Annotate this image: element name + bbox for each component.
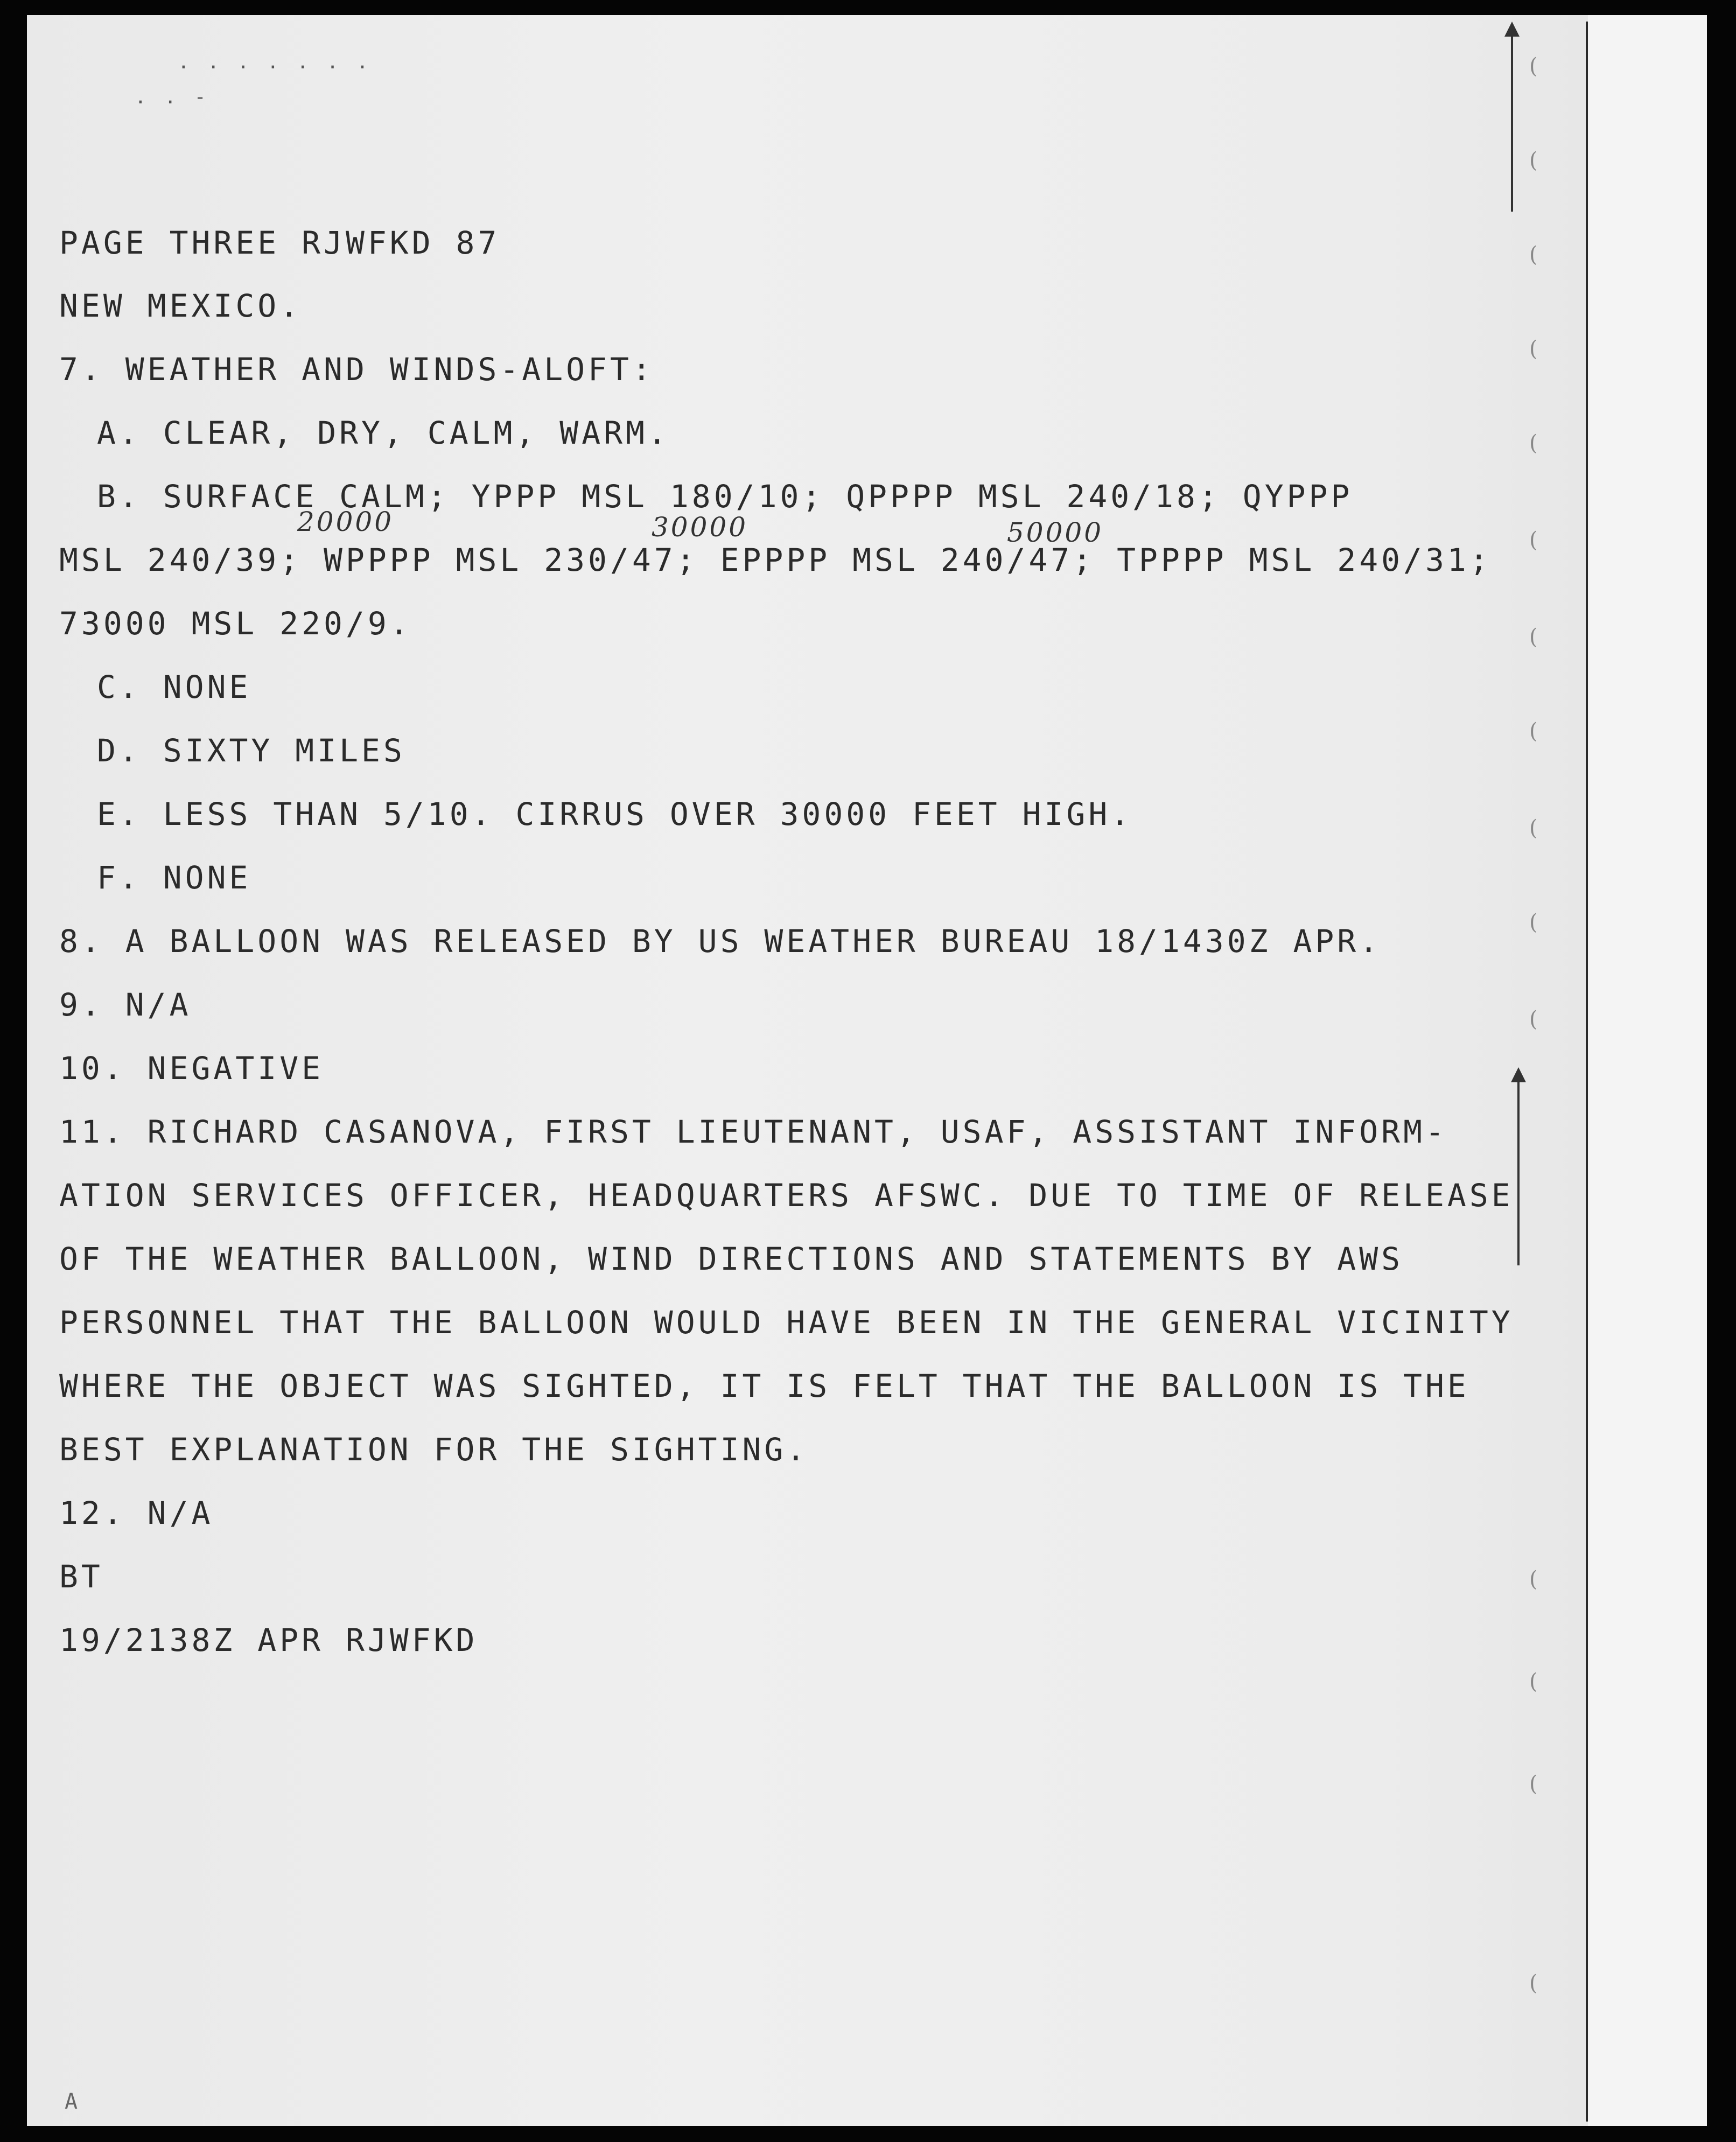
sprocket-hole-icon: ( — [1529, 431, 1538, 456]
sprocket-hole-icon: ( — [1529, 910, 1538, 935]
text-line: F. NONE — [97, 859, 251, 896]
handwritten-note: 50000 — [1007, 517, 1104, 548]
text-line: 10. NEGATIVE — [59, 1050, 324, 1087]
sprocket-hole-icon: ( — [1529, 337, 1538, 361]
text-line: BT — [59, 1558, 103, 1595]
text-line: 73000 MSL 220/9. — [59, 605, 412, 642]
page-header: PAGE THREE RJWFKD 87 — [59, 225, 500, 261]
sprocket-hole-icon: ( — [1529, 1971, 1538, 1996]
text-line: A. CLEAR, DRY, CALM, WARM. — [97, 415, 670, 451]
text-line: 12. N/A — [59, 1495, 214, 1531]
text-line: 7. WEATHER AND WINDS-ALOFT: — [59, 351, 654, 388]
text-line: WHERE THE OBJECT WAS SIGHTED, IT IS FELT THAT THE BALLOON IS THE — [59, 1368, 1469, 1404]
sprocket-margin — [1588, 15, 1707, 2126]
sprocket-hole-icon: ( — [1529, 719, 1538, 744]
text-line: OF THE WEATHER BALLOON, WIND DIRECTIONS AND STATEMENTS BY AWS — [59, 1241, 1404, 1277]
text-line: C. NONE — [97, 669, 251, 705]
sprocket-hole-icon: ( — [1529, 1567, 1538, 1592]
sprocket-hole-icon: ( — [1529, 1772, 1538, 1796]
text-line: 11. RICHARD CASANOVA, FIRST LIEUTENANT, USAF, ASSISTANT INFORM- — [59, 1114, 1447, 1150]
text-line: E. LESS THAN 5/10. CIRRUS OVER 30000 FEET HIGH. — [97, 796, 1133, 832]
text-line: MSL 240/39; WPPPP MSL 230/47; EPPPP MSL 240/47; TPPPP MSL 240/31; — [59, 542, 1492, 578]
footer-mark: A — [65, 2089, 81, 2114]
sprocket-hole-icon: ( — [1529, 54, 1538, 79]
sprocket-hole-icon: ( — [1529, 816, 1538, 841]
text-line: NEW MEXICO. — [59, 288, 302, 324]
text-line: 8. A BALLOON WAS RELEASED BY US WEATHER BUREAU 18/1430Z APR. — [59, 923, 1382, 960]
text-line: PERSONNEL THAT THE BALLOON WOULD HAVE BEEN IN THE GENERAL VICINITY — [59, 1304, 1514, 1341]
sprocket-hole-icon: ( — [1529, 1669, 1538, 1694]
margin-arrow-icon — [1511, 26, 1513, 212]
text-line: ATION SERVICES OFFICER, HEADQUARTERS AFSWC. DUE TO TIME OF RELEASE — [59, 1177, 1514, 1214]
sprocket-hole-icon: ( — [1529, 1007, 1538, 1032]
text-line: B. SURFACE CALM; YPPP MSL 180/10; QPPPP MSL 240/18; QYPPP — [97, 478, 1353, 515]
smudge-mark: . . . . . . . — [178, 51, 372, 73]
smudge-mark: . . - — [135, 86, 209, 108]
text-line: 19/2138Z APR RJWFKD — [59, 1622, 478, 1658]
handwritten-note: 20000 — [297, 506, 394, 537]
margin-arrow-icon — [1517, 1072, 1520, 1265]
handwritten-note: 30000 — [652, 512, 748, 543]
text-line: D. SIXTY MILES — [97, 732, 405, 769]
sprocket-hole-icon: ( — [1529, 528, 1538, 552]
text-line: 9. N/A — [59, 986, 192, 1023]
sprocket-hole-icon: ( — [1529, 625, 1538, 649]
text-line: BEST EXPLANATION FOR THE SIGHTING. — [59, 1431, 809, 1468]
sprocket-hole-icon: ( — [1529, 148, 1538, 173]
sprocket-hole-icon: ( — [1529, 242, 1538, 267]
